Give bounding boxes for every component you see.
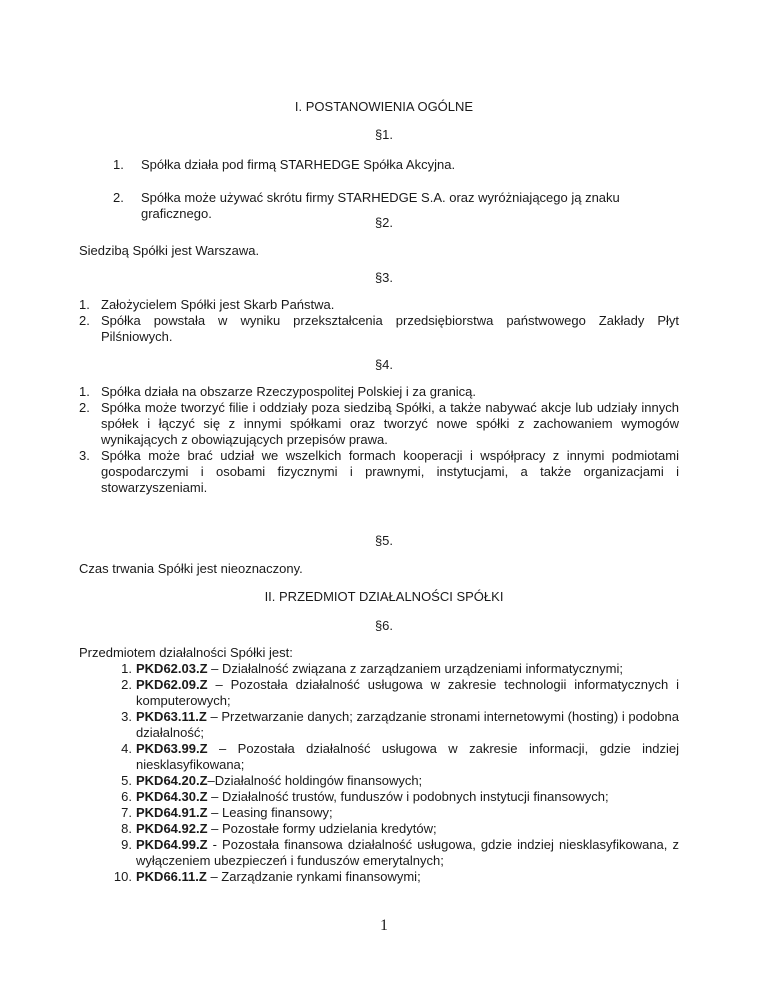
- list-item: 2. PKD62.09.Z – Pozostała działalność usługowa w zakresie technologii informatycznych i komputerowych;: [121, 677, 679, 708]
- paragraph-3-list: [79, 297, 679, 345]
- paragraph-heading: §3.: [374, 270, 394, 285]
- section-title: I. POSTANOWIENIA OGÓLNE: [294, 99, 474, 114]
- list-item: 3. Spółka może brać udział we wszelkich formach kooperacji i współpracy z innymi podmiotami gospodarczymi i osobami fizycznymi i prawnymi, instytucjami, a także organizacjami i stowarzyszeniami.: [79, 448, 679, 495]
- list-item: 1. Założycielem Spółki jest Skarb Państwa.: [79, 297, 335, 312]
- list-item: 2. Spółka powstała w wyniku przekształcenia przedsiębiorstwa państwowego Zakłady Płyt Pilśniowych.: [79, 313, 679, 344]
- list-item: 8. PKD64.92.Z – Pozostałe formy udzielania kredytów;: [121, 821, 437, 836]
- paragraph-heading: §2.: [374, 215, 394, 230]
- section-title: II. PRZEDMIOT DZIAŁALNOŚCI SPÓŁKI: [264, 589, 504, 604]
- list-item: 2. Spółka może tworzyć filie i oddziały poza siedzibą Spółki, a także nabywać akcje lub udziały innych spółek i łączyć się z innymi spółkami oraz tworzyć nowe spółki z zachowaniem wymogów wynikających z obowiązujących przepisów prawa.: [79, 400, 679, 447]
- page-number: 1: [380, 917, 388, 934]
- list-item: 7. PKD64.91.Z – Leasing finansowy;: [121, 805, 333, 820]
- paragraph-text: Siedzibą Spółki jest Warszawa.: [79, 243, 260, 258]
- list-item: 2. Spółka może używać skrótu firmy STARHEDGE S.A. oraz wyróżniającego ją znaku graficznego.: [113, 190, 620, 221]
- pkd-list: [113, 661, 679, 885]
- list-item: 1. Spółka działa na obszarze Rzeczypospolitej Polskiej i za granicą.: [79, 384, 477, 399]
- list-item: 1. PKD62.03.Z – Działalność związana z zarządzaniem urządzeniami informatycznymi;: [121, 661, 623, 676]
- paragraph-heading: §4.: [374, 357, 394, 372]
- list-item: 4. PKD63.99.Z – Pozostała działalność usługowa w zakresie informacji, gdzie indziej niesklasyfikowana;: [121, 741, 679, 772]
- list-item: 10. PKD66.11.Z – Zarządzanie rynkami finansowymi;: [113, 869, 421, 884]
- paragraph-intro: Przedmiotem działalności Spółki jest:: [79, 645, 293, 660]
- paragraph-4-list: [79, 384, 679, 496]
- paragraph-text: Czas trwania Spółki jest nieoznaczony.: [79, 561, 303, 576]
- list-item: 6. PKD64.30.Z – Działalność trustów, funduszów i podobnych instytucji finansowych;: [121, 789, 609, 804]
- paragraph-heading: §6.: [374, 618, 394, 633]
- paragraph-heading: §5.: [374, 533, 394, 548]
- list-item: 1. Spółka działa pod firmą STARHEDGE Spółka Akcyjna.: [113, 157, 456, 172]
- list-item: 9. PKD64.99.Z - Pozostała finansowa działalność usługowa, gdzie indziej niesklasyfikowana, z wyłączeniem ubezpieczeń i funduszów emerytalnych;: [121, 837, 679, 868]
- paragraph-heading: §1.: [374, 127, 394, 142]
- list-item: 5. PKD64.20.Z–Działalność holdingów finansowych;: [121, 773, 423, 788]
- list-item: 3. PKD63.11.Z – Przetwarzanie danych; zarządzanie stronami internetowymi (hosting) i podobna działalność;: [121, 709, 679, 740]
